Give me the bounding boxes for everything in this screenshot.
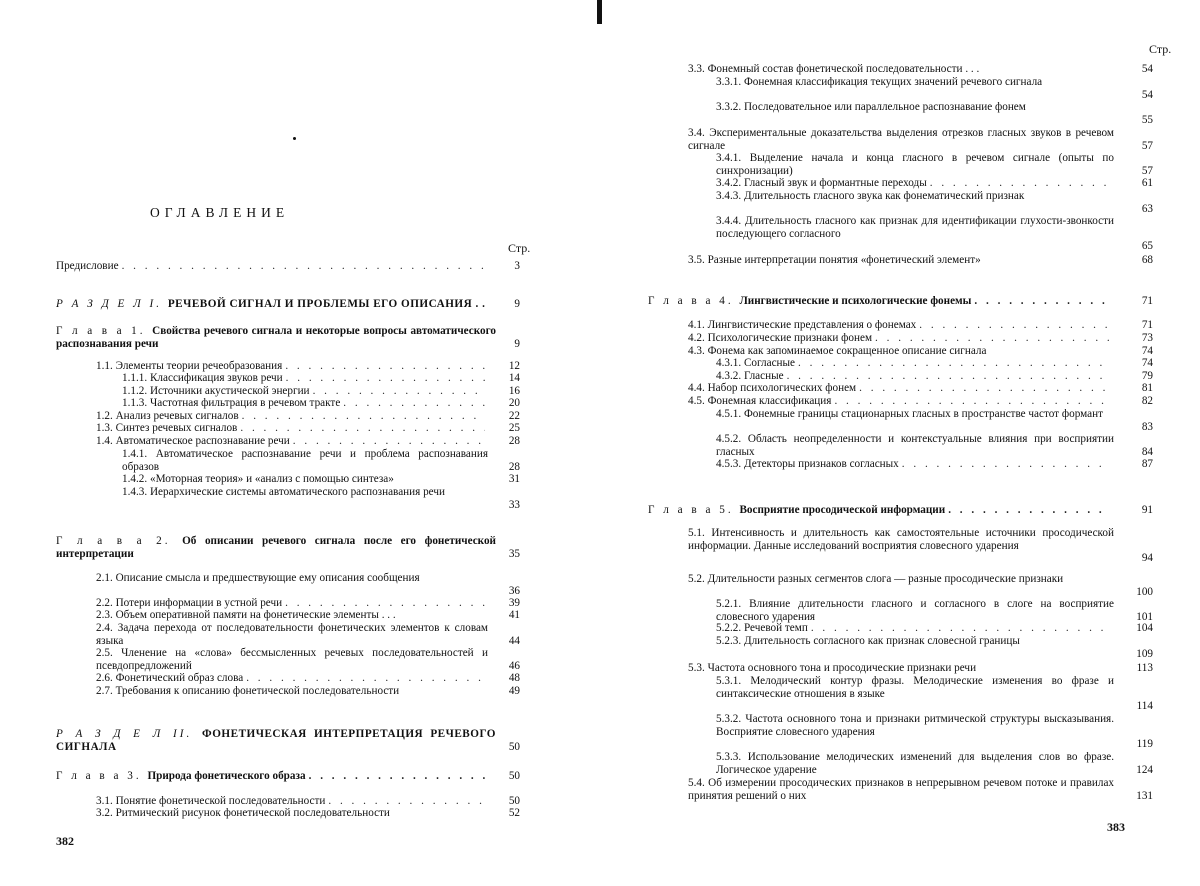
- entry-title: Речевой темп: [743, 622, 808, 634]
- entry-number: 4.5.1.: [716, 408, 744, 420]
- entry-number: 4.3.1.: [716, 357, 744, 369]
- toc-entry: [122, 473, 488, 486]
- entry-page-number: 81: [1141, 382, 1153, 394]
- chapter-label: Г л а в а 3.: [56, 770, 148, 782]
- toc-entry: [122, 397, 488, 410]
- entry-number: 4.5.: [688, 395, 708, 407]
- leader-dots: [930, 177, 1111, 190]
- entry-title: Источники акустической энергии: [149, 385, 310, 397]
- entry-title: Иерархические системы автоматического распознавания речи: [149, 486, 445, 498]
- entry-page-number: 16: [508, 385, 520, 397]
- entry-page-number: 61: [1141, 177, 1153, 189]
- entry-title: Последовательное или параллельное распознавание фонем: [743, 101, 1026, 113]
- toc-entry: [688, 777, 1114, 802]
- leader-dots: [798, 357, 1111, 370]
- entry-page-number: 68: [1141, 254, 1153, 266]
- entry-number: 5.1.: [688, 527, 712, 539]
- entry-title: Автоматическое распознавание речи и проблема распознавания образов: [122, 448, 488, 473]
- entry-title: Длительность гласного как признак для идентификации глухости-звонкости последующего согласного: [716, 215, 1114, 240]
- toc-entry: [56, 728, 496, 753]
- entry-title: Описание смысла и предшествующие ему описания сообщения: [115, 572, 420, 584]
- entry-title: РЕЧЕВОЙ СИГНАЛ И ПРОБЛЕМЫ ЕГО ОПИСАНИЯ . .: [167, 298, 486, 310]
- entry-number: 3.4.1.: [716, 152, 750, 164]
- entry-page-number: 109: [1136, 647, 1153, 660]
- leader-dots: [875, 332, 1111, 345]
- entry-title: Синтез речевых сигналов: [115, 422, 238, 434]
- entry-page-number: 52: [508, 807, 520, 819]
- entry-title: Членение на «слова» бессмысленных речевых последовательностей и псевдопредложений: [96, 647, 489, 672]
- entry-number: 3.4.2.: [716, 177, 744, 189]
- entry-title: Фонемная классификация: [707, 395, 832, 407]
- entry-number: 1.2.: [96, 410, 116, 422]
- leader-dots: [240, 422, 485, 435]
- entry-number: 3.2.: [96, 807, 116, 819]
- entry-title: Гласные: [743, 370, 784, 382]
- leader-dots: [285, 597, 485, 610]
- entry-title: Частота основного тона и просодические признаки речи: [707, 662, 977, 674]
- entry-page-number: 54: [1141, 88, 1153, 101]
- entry-page-number: 54: [1141, 63, 1153, 75]
- entry-title: Ритмический рисунок фонетической последовательности: [115, 807, 390, 819]
- leader-dots: [242, 410, 485, 423]
- entry-title: Восприятие просодической информации: [739, 504, 946, 516]
- entry-title: Мелодический контур фразы. Мелодические изменения во фразе и синтаксические отношения в языке: [716, 675, 1114, 700]
- entry-number: 3.4.: [688, 127, 710, 139]
- leader-dots: [974, 295, 1111, 308]
- entry-title: Об измерении просодических признаков в непрерывном речевом потоке и правилах принятия решений о них: [688, 777, 1115, 802]
- entry-page-number: 91: [1141, 504, 1153, 516]
- entry-page-number: 65: [1141, 240, 1153, 253]
- entry-title: Частотная фильтрация в речевом тракте: [149, 397, 341, 409]
- entry-page-number: 104: [1136, 622, 1153, 634]
- entry-title: Лингвистические представления о фонемах: [707, 319, 917, 331]
- leader-dots: [919, 319, 1111, 332]
- entry-title: Автоматическое распознавание речи: [115, 435, 290, 447]
- toc-entry: [96, 807, 488, 820]
- entry-title: Длительности разных сегментов слога — разные просодические признаки: [707, 573, 1064, 585]
- toc-entry: [688, 63, 1114, 76]
- entry-number: 4.5.2.: [716, 433, 748, 445]
- entry-title: Выделение начала и конца гласного в речевом сигнале (опыты по синхронизации): [716, 152, 1114, 177]
- toc-entry: [716, 458, 1114, 471]
- entry-title: Фонемные границы стационарных гласных в пространстве частот формант: [743, 408, 1103, 420]
- entry-page-number: 124: [1136, 763, 1153, 776]
- entry-title: Область неопределенности и контекстуальные влияния при восприятии гласных: [716, 433, 1114, 458]
- entry-number: 3.3.1.: [716, 76, 744, 88]
- entry-title: Психологические признаки фонем: [707, 332, 873, 344]
- leader-dots: [286, 372, 485, 385]
- entry-page-number: 44: [508, 634, 520, 647]
- entry-title: Потери информации в устной речи: [115, 597, 283, 609]
- toc-entry: [688, 127, 1114, 152]
- toc-entry: [716, 675, 1114, 700]
- entry-number: 4.5.3.: [716, 458, 744, 470]
- leader-dots: [948, 504, 1111, 517]
- entry-title: Классификация звуков речи: [149, 372, 283, 384]
- toc-entry: [716, 713, 1114, 738]
- leader-dots: [834, 395, 1111, 408]
- entry-title: Фонетический образ слова: [115, 672, 244, 684]
- entry-page-number: 48: [508, 672, 520, 684]
- toc-entry: [56, 298, 500, 311]
- page-column-label: Стр.: [508, 241, 531, 255]
- entry-number: 3.4.3.: [716, 190, 744, 202]
- section-label: Р А З Д Е Л II.: [56, 728, 202, 740]
- entry-title: Элементы теории речеобразования: [115, 360, 283, 372]
- leader-dots: [122, 260, 485, 273]
- entry-page-number: 101: [1136, 610, 1153, 623]
- toc-entry: [96, 422, 488, 435]
- chapter-label: Г л а в а 5.: [648, 504, 740, 516]
- entry-page-number: 25: [508, 422, 520, 434]
- toc-entry: [716, 635, 1114, 648]
- toc-entry: [122, 486, 488, 499]
- toc-entry: [716, 357, 1114, 370]
- entry-page-number: 49: [508, 685, 520, 697]
- entry-page-number: 71: [1141, 319, 1153, 331]
- entry-title: Согласные: [743, 357, 796, 369]
- toc-entry: [688, 254, 1114, 267]
- toc-entry: [716, 190, 1114, 203]
- entry-title: Влияние длительности гласного и согласного в слоге на восприятие словесного ударения: [716, 598, 1114, 623]
- entry-number: 4.3.2.: [716, 370, 744, 382]
- entry-page-number: 9: [514, 298, 520, 310]
- toc-entry: [96, 622, 488, 647]
- entry-number: 3.4.4.: [716, 215, 745, 227]
- entry-number: 4.2.: [688, 332, 708, 344]
- toc-entry: [648, 504, 1114, 517]
- toc-entry: [688, 382, 1114, 395]
- toc-entry: [716, 433, 1114, 458]
- entry-page-number: 31: [508, 473, 520, 485]
- entry-number: 4.3.: [688, 345, 708, 357]
- entry-title: Использование мелодических изменений для выделения слов во фразе. Логическое ударение: [716, 751, 1114, 776]
- entry-number: 3.1.: [96, 795, 116, 807]
- toc-entry: [688, 662, 1114, 675]
- entry-page-number: 83: [1141, 420, 1153, 433]
- toc-entry: [122, 448, 488, 473]
- toc-entry: [716, 152, 1114, 177]
- toc-title: ОГЛАВЛЕНИЕ: [150, 205, 290, 220]
- entry-number: 2.7.: [96, 685, 116, 697]
- entry-page-number: 14: [508, 372, 520, 384]
- entry-page-number: 33: [508, 498, 520, 511]
- toc-entry: [716, 76, 1114, 89]
- entry-number: 4.1.: [688, 319, 708, 331]
- entry-number: 5.2.3.: [716, 635, 744, 647]
- entry-title: Об описании речевого сигнала после его фонетической интерпретации: [56, 535, 496, 560]
- entry-title: Фонемный состав фонетической последовательности . . .: [707, 63, 980, 75]
- entry-page-number: 74: [1141, 357, 1153, 369]
- entry-page-number: 73: [1141, 332, 1153, 344]
- entry-page-number: 12: [508, 360, 520, 372]
- entry-page-number: 9: [514, 337, 520, 350]
- entry-title: Понятие фонетической последовательности: [115, 795, 326, 807]
- entry-title: Задача перехода от последовательности фонетических элементов к словам языка: [96, 622, 489, 647]
- entry-number: 5.3.1.: [716, 675, 751, 687]
- leader-dots: [309, 770, 493, 783]
- entry-number: 1.1.2.: [122, 385, 150, 397]
- entry-number: 2.2.: [96, 597, 116, 609]
- entry-page-number: 36: [508, 584, 520, 597]
- entry-number: 2.6.: [96, 672, 116, 684]
- entry-page-number: 87: [1141, 458, 1153, 470]
- entry-number: 1.4.3.: [122, 486, 150, 498]
- print-speck: [293, 137, 296, 140]
- entry-number: 3.5.: [688, 254, 708, 266]
- entry-number: 3.3.: [688, 63, 708, 75]
- entry-number: 5.3.2.: [716, 713, 746, 725]
- entry-page-number: 57: [1141, 139, 1153, 152]
- entry-title: Гласный звук и формантные переходы: [743, 177, 927, 189]
- entry-number: 5.3.3.: [716, 751, 748, 763]
- toc-entry: [56, 770, 496, 783]
- entry-number: 5.2.1.: [716, 598, 750, 610]
- entry-number: 4.4.: [688, 382, 708, 394]
- entry-title: «Моторная теория» и «анализ с помощью синтеза»: [149, 473, 394, 485]
- toc-entry: [96, 795, 488, 808]
- entry-title: Длительность гласного звука как фонематический признак: [743, 190, 1025, 202]
- entry-page-number: 22: [508, 410, 520, 422]
- toc-entry: [96, 597, 488, 610]
- toc-entry: [122, 372, 488, 385]
- entry-page-number: 28: [508, 460, 520, 473]
- entry-title: Объем оперативной памяти на фонетические элементы . . .: [115, 609, 396, 621]
- entry-title: Набор психологических фонем: [707, 382, 857, 394]
- toc-entry: [688, 332, 1114, 345]
- toc-entry: [716, 622, 1114, 635]
- page-column-label: Стр.: [1149, 42, 1172, 56]
- entry-number: 2.1.: [96, 572, 116, 584]
- entry-page-number: 131: [1136, 789, 1153, 802]
- leader-dots: [328, 795, 485, 808]
- leader-dots: [293, 435, 485, 448]
- entry-number: 5.4.: [688, 777, 709, 789]
- toc-entry: [56, 535, 496, 560]
- toc-entry: [688, 395, 1114, 408]
- entry-title: Требования к описанию фонетической последовательности: [115, 685, 400, 697]
- binding-mark: [597, 0, 602, 24]
- leader-dots: [859, 382, 1111, 395]
- entry-number: 1.1.1.: [122, 372, 150, 384]
- entry-page-number: 113: [1136, 662, 1153, 674]
- toc-entry: [648, 295, 1114, 308]
- section-label: Р А З Д Е Л I.: [56, 298, 168, 310]
- entry-number: 1.3.: [96, 422, 116, 434]
- entry-number: 1.1.3.: [122, 397, 150, 409]
- entry-page-number: 3: [514, 260, 520, 272]
- entry-page-number: 119: [1136, 738, 1153, 751]
- entry-page-number: 79: [1141, 370, 1153, 382]
- toc-entry: [56, 260, 488, 273]
- entry-number: 1.4.1.: [122, 448, 156, 460]
- entry-number: 5.2.2.: [716, 622, 744, 634]
- entry-number: 1.1.: [96, 360, 116, 372]
- entry-page-number: 28: [508, 435, 520, 447]
- entry-page-number: 94: [1141, 552, 1153, 565]
- entry-page-number: 82: [1141, 395, 1153, 407]
- leader-dots: [285, 360, 485, 373]
- entry-number: 2.4.: [96, 622, 118, 634]
- page-number: 383: [1107, 820, 1125, 834]
- entry-page-number: 100: [1136, 585, 1153, 598]
- entry-title: Экспериментальные доказательства выделения отрезков гласных звуков в речевом сигнале: [688, 127, 1114, 152]
- chapter-label: Г л а в а 1.: [56, 325, 153, 337]
- entry-page-number: 74: [1141, 345, 1153, 357]
- toc-entry: [716, 408, 1114, 421]
- chapter-label: Г л а в а 2.: [56, 535, 183, 547]
- toc-entry: [716, 370, 1114, 383]
- toc-entry: [688, 573, 1114, 586]
- entry-title: Частота основного тона и признаки ритмической структуры высказывания. Восприятие словесного ударения: [716, 713, 1114, 738]
- toc-entry: [716, 101, 1114, 114]
- toc-entry: [96, 360, 488, 373]
- entry-page-number: 50: [508, 770, 520, 782]
- entry-page-number: 50: [508, 740, 520, 753]
- toc-entry: [96, 647, 488, 672]
- toc-entry: [96, 609, 488, 622]
- entry-number: 1.4.2.: [122, 473, 150, 485]
- entry-title: Фонемная классификация текущих значений речевого сигнала: [743, 76, 1043, 88]
- entry-page-number: 46: [508, 659, 520, 672]
- entry-title: Интенсивность и длительность как самостоятельные источники просодической информации. Данные исследований восприятия словесного ударения: [688, 527, 1114, 552]
- entry-page-number: 63: [1141, 202, 1153, 215]
- right-page: [600, 0, 1200, 886]
- toc-entry: [716, 215, 1114, 240]
- toc-entry: [716, 177, 1114, 190]
- toc-entry: [716, 598, 1114, 623]
- toc-entry: [96, 685, 488, 698]
- entry-page-number: 35: [508, 547, 520, 560]
- toc-entry: [688, 345, 1114, 358]
- toc-entry: [716, 751, 1114, 776]
- entry-title: Фонема как запоминаемое сокращенное описание сигнала: [707, 345, 987, 357]
- toc-entry: [122, 385, 488, 398]
- entry-title: ФОНЕТИЧЕСКАЯ ИНТЕРПРЕТАЦИЯ РЕЧЕВОГО СИГНАЛА: [56, 728, 496, 753]
- toc-entry: [688, 319, 1114, 332]
- chapter-label: Г л а в а 4.: [648, 295, 740, 307]
- entry-page-number: 55: [1141, 113, 1153, 126]
- entry-page-number: 41: [508, 609, 520, 621]
- page-number: 382: [56, 834, 74, 848]
- toc-entry: [56, 325, 496, 350]
- entry-title: Предисловие: [56, 260, 119, 272]
- entry-page-number: 57: [1141, 164, 1153, 177]
- entry-page-number: 71: [1141, 295, 1153, 307]
- leader-dots: [313, 385, 485, 398]
- entry-title: Длительность согласного как признак словесной границы: [743, 635, 1020, 647]
- entry-page-number: 114: [1136, 700, 1153, 713]
- entry-number: 2.5.: [96, 647, 122, 659]
- entry-title: Разные интерпретации понятия «фонетический элемент»: [707, 254, 981, 266]
- entry-number: 5.3.: [688, 662, 708, 674]
- toc-entry: [688, 527, 1114, 552]
- entry-title: Детекторы признаков согласных: [743, 458, 899, 470]
- toc-entry: [96, 410, 488, 423]
- leader-dots: [787, 370, 1111, 383]
- leader-dots: [246, 672, 485, 685]
- entry-number: 3.3.2.: [716, 101, 744, 113]
- entry-number: 5.2.: [688, 573, 708, 585]
- entry-title: Свойства речевого сигнала и некоторые вопросы автоматического распознавания речи: [56, 325, 496, 350]
- entry-page-number: 50: [508, 795, 520, 807]
- leader-dots: [343, 397, 485, 410]
- entry-page-number: 39: [508, 597, 520, 609]
- toc-entry: [96, 435, 488, 448]
- entry-title: Анализ речевых сигналов: [115, 410, 239, 422]
- leader-dots: [902, 458, 1111, 471]
- entry-page-number: 20: [508, 397, 520, 409]
- entry-number: 1.4.: [96, 435, 116, 447]
- entry-title: Природа фонетического образа: [147, 770, 306, 782]
- toc-entry: [96, 572, 488, 585]
- entry-number: 2.3.: [96, 609, 116, 621]
- toc-entry: [96, 672, 488, 685]
- entry-title: Лингвистические и психологические фонемы: [739, 295, 972, 307]
- entry-page-number: 84: [1141, 445, 1153, 458]
- leader-dots: [811, 622, 1111, 635]
